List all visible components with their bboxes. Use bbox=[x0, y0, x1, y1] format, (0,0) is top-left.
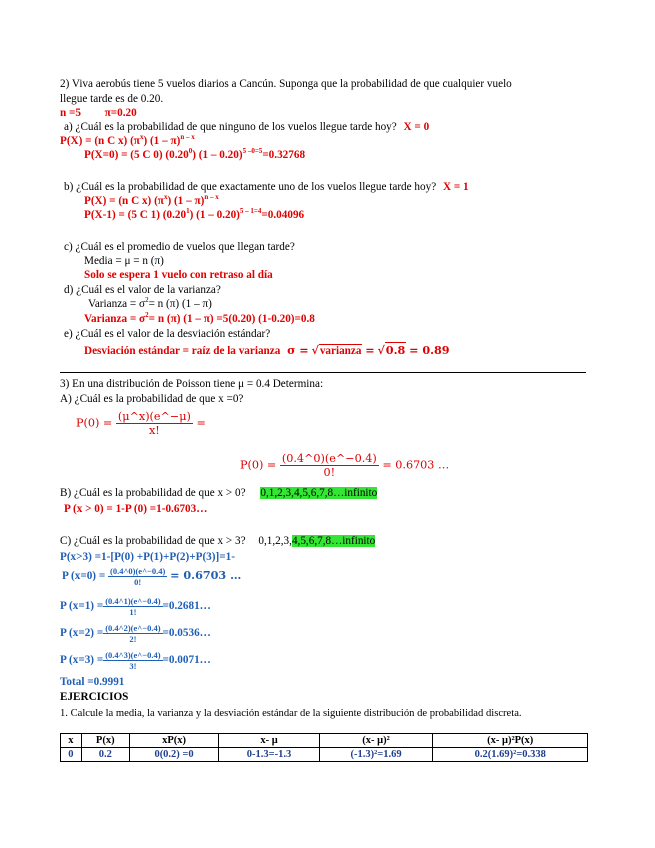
calc-a bbox=[84, 148, 305, 162]
answer-d-rest: = n (π) (1 – π) =5(0.20) (1-0.20)=0.8 bbox=[148, 313, 315, 325]
question-e: e) ¿Cuál es el valor de la desviación estándar? bbox=[64, 328, 271, 340]
table-cell: 0.2(1.69)²=0.338 bbox=[433, 748, 588, 762]
varianza-formula bbox=[88, 297, 212, 311]
section-divider bbox=[60, 372, 586, 373]
formula-b-sup1: x bbox=[163, 193, 168, 201]
question-A: A) ¿Cuál es la probabilidad de que x =0? bbox=[60, 393, 244, 405]
media-formula: Media = μ = n (π) bbox=[84, 255, 164, 267]
question-a-x: X = 0 bbox=[403, 121, 430, 133]
table-row bbox=[61, 748, 588, 762]
poisson2-numerator: (0.4^0)(e^−0.4) bbox=[281, 452, 377, 465]
term-x3 bbox=[60, 650, 211, 671]
term-x1 bbox=[60, 596, 211, 617]
answer-c: Solo se espera 1 vuelo con retraso al día bbox=[84, 269, 273, 281]
calc-b-part1: P(X-1) = (5 C 1) (0.20 bbox=[84, 209, 187, 221]
varianza-label: Varianza = σ bbox=[88, 298, 146, 310]
sqrt-varianza: varianza bbox=[319, 345, 362, 357]
p2-given bbox=[60, 106, 137, 120]
term-x0-den: 0! bbox=[134, 577, 142, 587]
term-x2-num: (0.4^2)(e^−0.4) bbox=[105, 623, 161, 633]
answer-e-result: = 0.89 bbox=[409, 343, 450, 357]
question-c: c) ¿Cuál es el promedio de vuelos que llegan tarde? bbox=[64, 241, 295, 253]
total: Total =0.9991 bbox=[60, 676, 125, 688]
C-sequence-plain: 0,1,2,3, bbox=[258, 535, 292, 547]
answer-d-sup: 2 bbox=[145, 311, 149, 319]
term-x2-result: =0.0536… bbox=[162, 627, 211, 640]
given-pi: π=0.20 bbox=[104, 107, 137, 119]
formula-sup1: x bbox=[139, 133, 144, 141]
ejercicio-1: 1. Calcule la media, la varianza y la desviación estándar de la siguiente distribución de probabilidad discreta. bbox=[60, 708, 522, 719]
question-a bbox=[64, 120, 429, 134]
B-sequence-highlight: 0,1,2,3,4,5,6,7,8…infinito bbox=[260, 487, 378, 499]
formula-part1: P(X) = (n C x) (π bbox=[60, 135, 140, 147]
poisson-denominator: x! bbox=[149, 424, 160, 437]
p2-intro-line2: llegue tarde es de 0.20. bbox=[60, 93, 164, 105]
varianza-rest: = n (π) (1 – π) bbox=[148, 298, 212, 310]
table-header-row bbox=[61, 734, 588, 748]
question-a-text: a) ¿Cuál es la probabilidad de que ninguno de los vuelos llegue tarde hoy? bbox=[64, 121, 397, 133]
term-x3-fraction bbox=[103, 650, 162, 671]
table-cell: (-1.3)²=1.69 bbox=[319, 748, 433, 762]
term-x3-result: =0.0071… bbox=[162, 654, 211, 667]
term-x1-den: 1! bbox=[129, 607, 137, 617]
calc-a-part1: P(X=0) = (5 C 0) (0.20 bbox=[84, 149, 189, 161]
table-cell: 0(0.2) =0 bbox=[129, 748, 219, 762]
term-x3-den: 3! bbox=[129, 661, 137, 671]
calc-a-part2: ) (1 – 0.20) bbox=[192, 149, 243, 161]
term-x1-num: (0.4^1)(e^−0.4) bbox=[105, 596, 161, 606]
calc-b bbox=[84, 208, 304, 222]
answer-d bbox=[84, 312, 315, 326]
poisson2-result: = 0.6703 … bbox=[382, 458, 450, 472]
term-x0-fraction bbox=[108, 566, 167, 587]
given-n: n =5 bbox=[60, 107, 81, 119]
term-x2-lhs: P (x=2) = bbox=[60, 627, 104, 640]
poisson-numerator: (μ^x)(e^−μ) bbox=[117, 410, 191, 423]
formula-sup2: n – x bbox=[180, 133, 195, 141]
table-header: x- μ bbox=[219, 734, 319, 748]
poisson-formula bbox=[76, 410, 206, 437]
answer-B: P (x > 0) = 1-P (0) =1-0.6703… bbox=[64, 503, 208, 515]
term-x0-lhs: P (x=0) = bbox=[62, 570, 106, 583]
poisson-equals: = bbox=[196, 416, 206, 430]
table-cell: 0.2 bbox=[81, 748, 129, 762]
term-x3-num: (0.4^3)(e^−0.4) bbox=[105, 650, 161, 660]
poisson2-fraction bbox=[280, 452, 379, 479]
poisson2-denominator: 0! bbox=[323, 466, 336, 479]
answer-e-equals: = bbox=[365, 343, 375, 357]
varianza-sup: 2 bbox=[145, 296, 149, 304]
formula-b-part2: ) (1 – π) bbox=[167, 195, 205, 207]
C-sequence-highlight: 4,5,6,7,8…infinito bbox=[291, 535, 376, 547]
table-cell: 0-1.3=-1.3 bbox=[219, 748, 319, 762]
binomial-formula-b bbox=[84, 194, 219, 208]
question-B-text: B) ¿Cuál es la probabilidad de que x > 0? bbox=[60, 487, 246, 499]
calc-b-part2: ) (1 – 0.20) bbox=[189, 209, 240, 221]
question-d: d) ¿Cuál es el valor de la varianza? bbox=[64, 284, 221, 296]
term-x2-den: 2! bbox=[129, 634, 137, 644]
table-cell: 0 bbox=[61, 748, 82, 762]
formula-b-sup2: n – x bbox=[204, 193, 219, 201]
p2-intro-line1: 2) Viva aerobús tiene 5 vuelos diarios a Cancún. Suponga que la probabilidad de que cualquier vuelo bbox=[60, 78, 512, 90]
answer-e-label: Desviación estándar = raíz de la varianza bbox=[84, 345, 281, 357]
term-x1-result: =0.2681… bbox=[162, 600, 211, 613]
question-b-text: b) ¿Cuál es la probabilidad de que exactamente uno de los vuelos llegue tarde hoy? bbox=[64, 181, 437, 193]
table-header: xP(x) bbox=[129, 734, 219, 748]
calc-b-sup1: 1 bbox=[186, 207, 190, 215]
calc-a-sup2: 5 –0=5 bbox=[242, 147, 263, 155]
C-sum: P(x>3) =1-[P(0) +P(1)+P(2)+P(3)]=1- bbox=[60, 551, 235, 563]
calc-b-sup2: 5 – 1=4 bbox=[239, 207, 262, 215]
term-x2-fraction bbox=[103, 623, 162, 644]
question-b bbox=[64, 180, 469, 194]
question-B bbox=[60, 486, 377, 500]
calc-a-sup1: 0 bbox=[188, 147, 193, 155]
answer-e: Desviación estándar = raíz de la varianza σ = √varianza = √0.8 = 0.89 bbox=[84, 343, 450, 357]
term-x0-result: = 0.6703 … bbox=[170, 568, 242, 583]
term-x0 bbox=[62, 566, 241, 587]
table-header: (x- μ)² bbox=[319, 734, 433, 748]
sqrt-value: 0.8 bbox=[385, 343, 406, 357]
table-header: P(x) bbox=[81, 734, 129, 748]
term-x0-num: (0.4^0)(e^−0.4) bbox=[110, 566, 166, 576]
poisson2-lhs: P(0) = bbox=[240, 458, 277, 472]
table-header: x bbox=[61, 734, 82, 748]
question-C-text: C) ¿Cuál es la probabilidad de que x > 3? bbox=[60, 535, 246, 547]
formula-b-part1: P(X) = (n C x) (π bbox=[84, 195, 164, 207]
formula-part2: ) (1 – π) bbox=[143, 135, 181, 147]
term-x1-lhs: P (x=1) = bbox=[60, 600, 104, 613]
question-b-x: X = 1 bbox=[442, 181, 469, 193]
answer-e-sigma: σ = bbox=[287, 343, 309, 357]
poisson-fraction bbox=[116, 410, 193, 437]
poisson-result-A bbox=[240, 452, 449, 479]
ejercicios-title: EJERCICIOS bbox=[60, 691, 129, 703]
term-x3-lhs: P (x=3) = bbox=[60, 654, 104, 667]
probability-table bbox=[60, 733, 588, 762]
answer-d-label: Varianza = σ bbox=[84, 313, 146, 325]
calc-a-result: =0.32768 bbox=[262, 149, 306, 161]
term-x2 bbox=[60, 623, 211, 644]
binomial-formula-a bbox=[60, 134, 195, 148]
question-C bbox=[60, 534, 375, 548]
calc-b-result: =0.04096 bbox=[261, 209, 305, 221]
table-header: (x- μ)²P(x) bbox=[433, 734, 588, 748]
term-x1-fraction bbox=[103, 596, 162, 617]
p3-intro: 3) En una distribución de Poisson tiene μ = 0.4 Determina: bbox=[60, 378, 324, 390]
poisson-lhs: P(0) = bbox=[76, 416, 113, 430]
